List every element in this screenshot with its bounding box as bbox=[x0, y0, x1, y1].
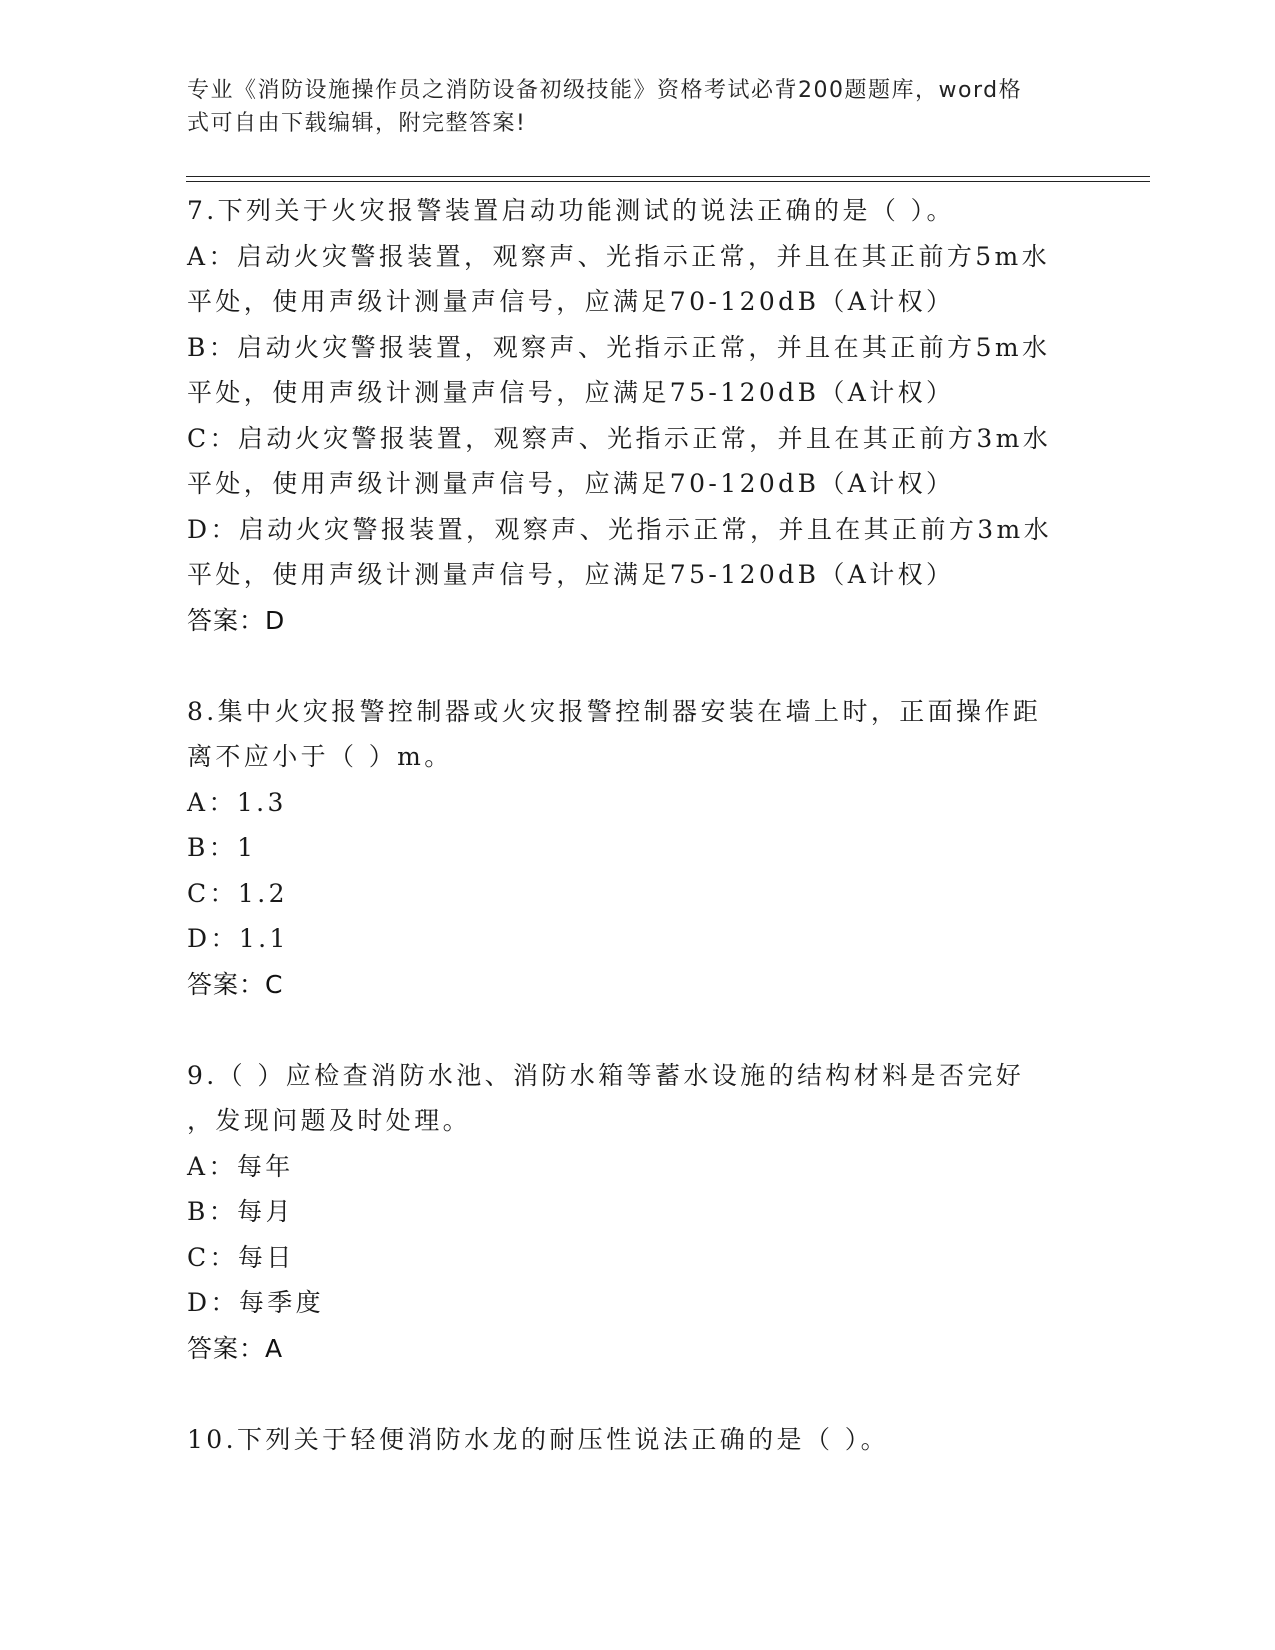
spacer bbox=[187, 1007, 1067, 1053]
option-c-line-1: C：启动火灾警报装置，观察声、光指示正常，并且在其正前方3m水 bbox=[187, 423, 1052, 453]
option-a: A：每年 bbox=[187, 1151, 294, 1181]
question-stem-line-1: 9.（ ）应检查消防水池、消防水箱等蓄水设施的结构材料是否完好 bbox=[187, 1060, 1025, 1090]
question-stem-line-2: ，发现问题及时处理。 bbox=[187, 1106, 472, 1135]
header-divider-top bbox=[186, 176, 1150, 177]
option-c-line-2: 平处，使用声级计测量声信号，应满足70-120dB（A计权） bbox=[187, 469, 955, 498]
option-c: C：1.2 bbox=[187, 878, 288, 908]
question-stem-line-1: 8.集中火灾报警控制器或火灾报警控制器安装在墙上时，正面操作距 bbox=[187, 696, 1042, 726]
header-line-2: 式可自由下载编辑，附完整答案! bbox=[187, 111, 527, 136]
option-a-line-2: 平处，使用声级计测量声信号，应满足70-120dB（A计权） bbox=[187, 287, 955, 316]
spacer bbox=[187, 643, 1067, 689]
header-divider-bottom bbox=[186, 181, 1150, 182]
document-header bbox=[187, 74, 1067, 140]
question-10 bbox=[187, 1417, 1067, 1463]
answer-label: 答案：D bbox=[187, 605, 286, 635]
option-a: A：1.3 bbox=[187, 787, 287, 817]
spacer bbox=[187, 1371, 1067, 1417]
question-9 bbox=[187, 1053, 1067, 1372]
question-stem: 7.下列关于火灾报警装置启动功能测试的说法正确的是（ ）。 bbox=[187, 196, 955, 225]
option-d: D：每季度 bbox=[187, 1288, 325, 1317]
option-b-line-2: 平处，使用声级计测量声信号，应满足75-120dB（A计权） bbox=[187, 378, 955, 407]
option-d-line-2: 平处，使用声级计测量声信号，应满足75-120dB（A计权） bbox=[187, 560, 955, 589]
option-c: C：每日 bbox=[187, 1242, 295, 1272]
option-b-line-1: B：启动火灾警报装置，观察声、光指示正常，并且在其正前方5m水 bbox=[187, 332, 1051, 362]
option-b: B：每月 bbox=[187, 1197, 294, 1226]
answer-label: 答案：C bbox=[187, 969, 284, 999]
option-a-line-1: A：启动火灾警报装置，观察声、光指示正常，并且在其正前方5m水 bbox=[187, 241, 1051, 271]
option-d-line-1: D：启动火灾警报装置，观察声、光指示正常，并且在其正前方3m水 bbox=[187, 514, 1053, 544]
question-stem-line-2: 离不应小于（ ）m。 bbox=[187, 742, 453, 771]
question-list bbox=[187, 188, 1067, 1462]
header-line-1: 专业《消防设施操作员之消防设备初级技能》资格考试必背200题题库，word格 bbox=[187, 78, 1023, 103]
question-7 bbox=[187, 188, 1067, 643]
option-d: D：1.1 bbox=[187, 924, 289, 953]
question-8 bbox=[187, 689, 1067, 1008]
option-b: B：1 bbox=[187, 833, 257, 862]
answer-label: 答案：A bbox=[187, 1333, 284, 1363]
question-stem: 10.下列关于轻便消防水龙的耐压性说法正确的是（ ）。 bbox=[187, 1424, 890, 1454]
